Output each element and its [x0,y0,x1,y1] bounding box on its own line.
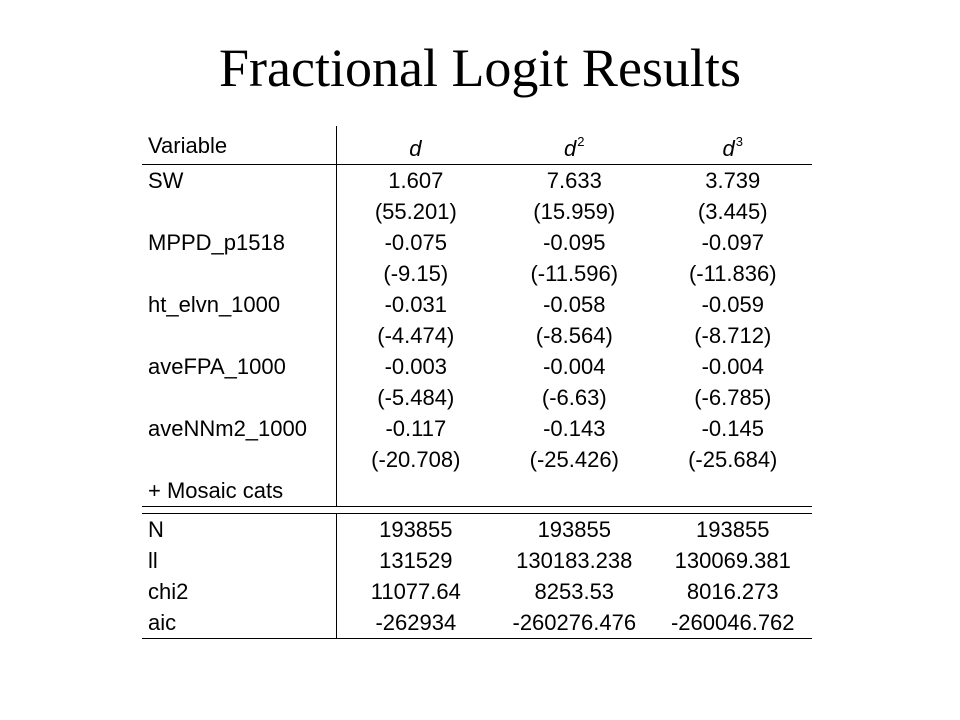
tstat-value: (-6.63) [541,385,607,410]
coef-value: -0.004 [543,354,606,379]
header-col-2: $d^2$ [495,126,653,165]
tstat-value: (-11.836) [688,261,777,286]
variable-name: SW [142,165,336,197]
stat-name: aic [142,607,336,639]
tstat-value: (-8.712) [694,323,772,348]
variable-name: aveFPA_1000 [142,351,336,382]
tstat-row [142,258,812,289]
coef-value: -0.145 [701,416,764,441]
coef-value: 7.633 [546,168,602,193]
coef-row [142,165,812,197]
slide-title: Fractional Logit Results [219,38,741,98]
stat-name: ll [142,545,336,576]
tstat-value: (-20.708) [371,447,461,472]
tstat-value: (-8.564) [535,323,613,348]
header-variable: Variable [142,126,336,165]
stat-value: 130183.238 [516,548,633,573]
stat-value: 8253.53 [534,579,615,604]
stat-value: 8016.273 [686,579,779,604]
header-col-3: $d^3$ [654,126,812,165]
stat-value: 193855 [696,517,770,542]
stat-value: -260046.762 [654,607,812,639]
stat-row [142,576,812,607]
stat-row [142,545,812,576]
tstat-row [142,382,812,413]
stat-value: 131529 [379,548,453,573]
stat-value: 193855 [537,517,611,542]
header-col-1: d [336,126,495,165]
tstat-row [142,196,812,227]
stat-row [142,514,812,546]
coef-row [142,351,812,382]
coef-value: 1.607 [388,168,444,193]
variable-name: MPPD_p1518 [142,227,336,258]
coef-row [142,227,812,258]
coef-value: -0.097 [701,230,764,255]
table-header-row [142,126,812,165]
tstat-row [142,444,812,475]
coef-value: -0.003 [384,354,447,379]
coef-value: -0.058 [543,292,606,317]
tstat-value: (-4.474) [377,323,455,348]
coef-value: -0.031 [384,292,447,317]
stat-name: N [142,514,336,546]
stat-value: 130069.381 [674,548,791,573]
tstat-value: (15.959) [533,199,616,224]
tstat-value: (-5.484) [377,385,455,410]
tstat-value: (-6.785) [694,385,772,410]
coef-value: -0.004 [701,354,764,379]
tstat-value: (3.445) [697,199,768,224]
variable-name: ht_elvn_1000 [142,289,336,320]
stat-value: 193855 [379,517,453,542]
results-table [142,126,812,639]
coef-value: -0.095 [543,230,606,255]
coef-value: -0.143 [543,416,606,441]
coef-row [142,413,812,444]
tstat-value: (55.201) [374,199,457,224]
coef-value: -0.117 [385,416,447,441]
stat-value: -262934 [336,607,495,639]
coef-value: -0.075 [384,230,447,255]
coef-row [142,289,812,320]
section-separator [142,507,812,514]
tstat-row [142,320,812,351]
mosaic-note-row [142,475,812,507]
tstat-value: (-25.426) [529,447,619,472]
stat-row [142,607,812,639]
variable-name: aveNNm2_1000 [142,413,336,444]
tstat-value: (-25.684) [688,447,778,472]
stat-name: chi2 [142,576,336,607]
stat-value: 11077.64 [370,579,461,604]
mosaic-note: + Mosaic cats [142,475,336,507]
coef-value: -0.059 [701,292,764,317]
tstat-value: (-9.15) [383,261,449,286]
coef-value: 3.739 [705,168,761,193]
stat-value: -260276.476 [495,607,653,639]
tstat-value: (-11.596) [530,261,619,286]
